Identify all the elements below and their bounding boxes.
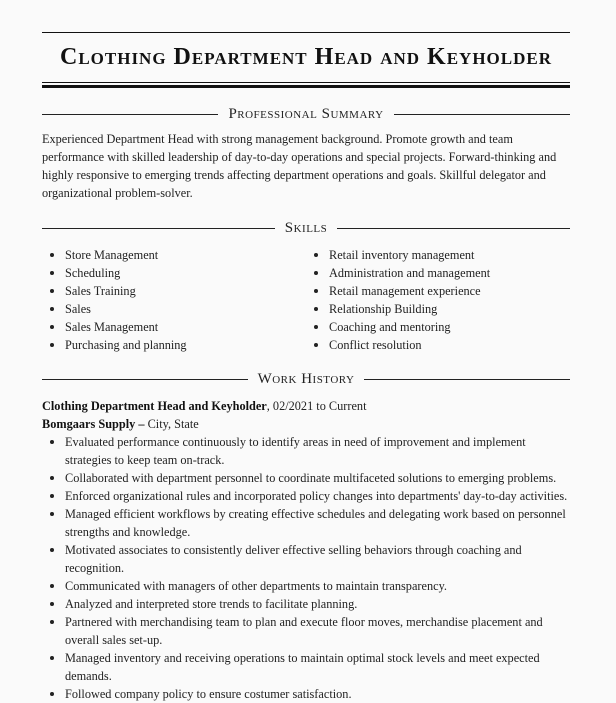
skill-item: Relationship Building <box>306 300 570 318</box>
duty-item: Communicated with managers of other departments to maintain transparency. <box>42 577 570 595</box>
skill-item: Sales Training <box>42 282 306 300</box>
divider <box>42 114 218 115</box>
header-thin-rule <box>42 82 570 83</box>
skill-item: Purchasing and planning <box>42 336 306 354</box>
skills-column-right <box>306 246 570 354</box>
job-title-line <box>42 397 570 415</box>
skills-list <box>42 246 570 354</box>
job-duties <box>42 433 570 703</box>
company-line <box>42 415 570 433</box>
resume-title: Clothing Department Head and Keyholder <box>59 44 552 70</box>
skill-item: Sales Management <box>42 318 306 336</box>
skill-item: Sales <box>42 300 306 318</box>
company-name: Bomgaars Supply <box>42 417 136 431</box>
divider <box>42 379 248 380</box>
section-heading-skills <box>42 218 570 238</box>
company-separator: – <box>135 417 148 431</box>
skill-item: Conflict resolution <box>306 336 570 354</box>
skill-item: Administration and management <box>306 264 570 282</box>
skills-column-left <box>42 246 306 354</box>
duty-item: Managed efficient workflows by creating effective schedules and delegating work based on personnel strengths and knowledge. <box>42 505 570 541</box>
duty-item: Evaluated performance continuously to identify areas in need of improvement and implement strategies to keep team on-track. <box>42 433 570 469</box>
header-thick-rule <box>42 85 570 88</box>
duty-item: Analyzed and interpreted store trends to facilitate planning. <box>42 595 570 613</box>
section-title: Work History <box>257 371 355 387</box>
duty-item: Enforced organizational rules and incorporated policy changes into departments' day-to-day activities. <box>42 487 570 505</box>
section-heading-work <box>42 369 570 389</box>
duty-item: Followed company policy to ensure costumer satisfaction. <box>42 685 570 703</box>
skill-item: Retail management experience <box>306 282 570 300</box>
job-location: City, State <box>147 417 199 431</box>
job-dates: , 02/2021 to Current <box>266 399 367 413</box>
section-title: Professional Summary <box>228 106 384 122</box>
divider <box>42 228 275 229</box>
duty-item: Managed inventory and receiving operations to maintain optimal stock levels and meet expected demands. <box>42 649 570 685</box>
duty-item: Collaborated with department personnel to coordinate multifaceted solutions to emerging problems. <box>42 469 570 487</box>
section-heading-summary <box>42 104 570 124</box>
skill-item: Coaching and mentoring <box>306 318 570 336</box>
section-title: Skills <box>284 220 328 236</box>
duty-item: Motivated associates to consistently deliver effective selling behaviors through coaching and recognition. <box>42 541 570 577</box>
divider <box>364 379 570 380</box>
duty-item: Partnered with merchandising team to plan and execute floor moves, merchandise placement and overall sales set-up. <box>42 613 570 649</box>
job-entry <box>42 397 570 703</box>
skill-item: Store Management <box>42 246 306 264</box>
summary-text: Experienced Department Head with strong management background. Promote growth and team performance with skilled leadership of day-to-day operations and special projects. Forward-thinking and highly responsive to emerging trends affecting department operations and goals. Skillful delegator and organizational problem-solver. <box>42 132 557 200</box>
skill-item: Retail inventory management <box>306 246 570 264</box>
divider <box>337 228 570 229</box>
divider <box>394 114 570 115</box>
job-title: Clothing Department Head and Keyholder <box>42 399 267 413</box>
header-top-rule <box>42 32 570 33</box>
skill-item: Scheduling <box>42 264 306 282</box>
